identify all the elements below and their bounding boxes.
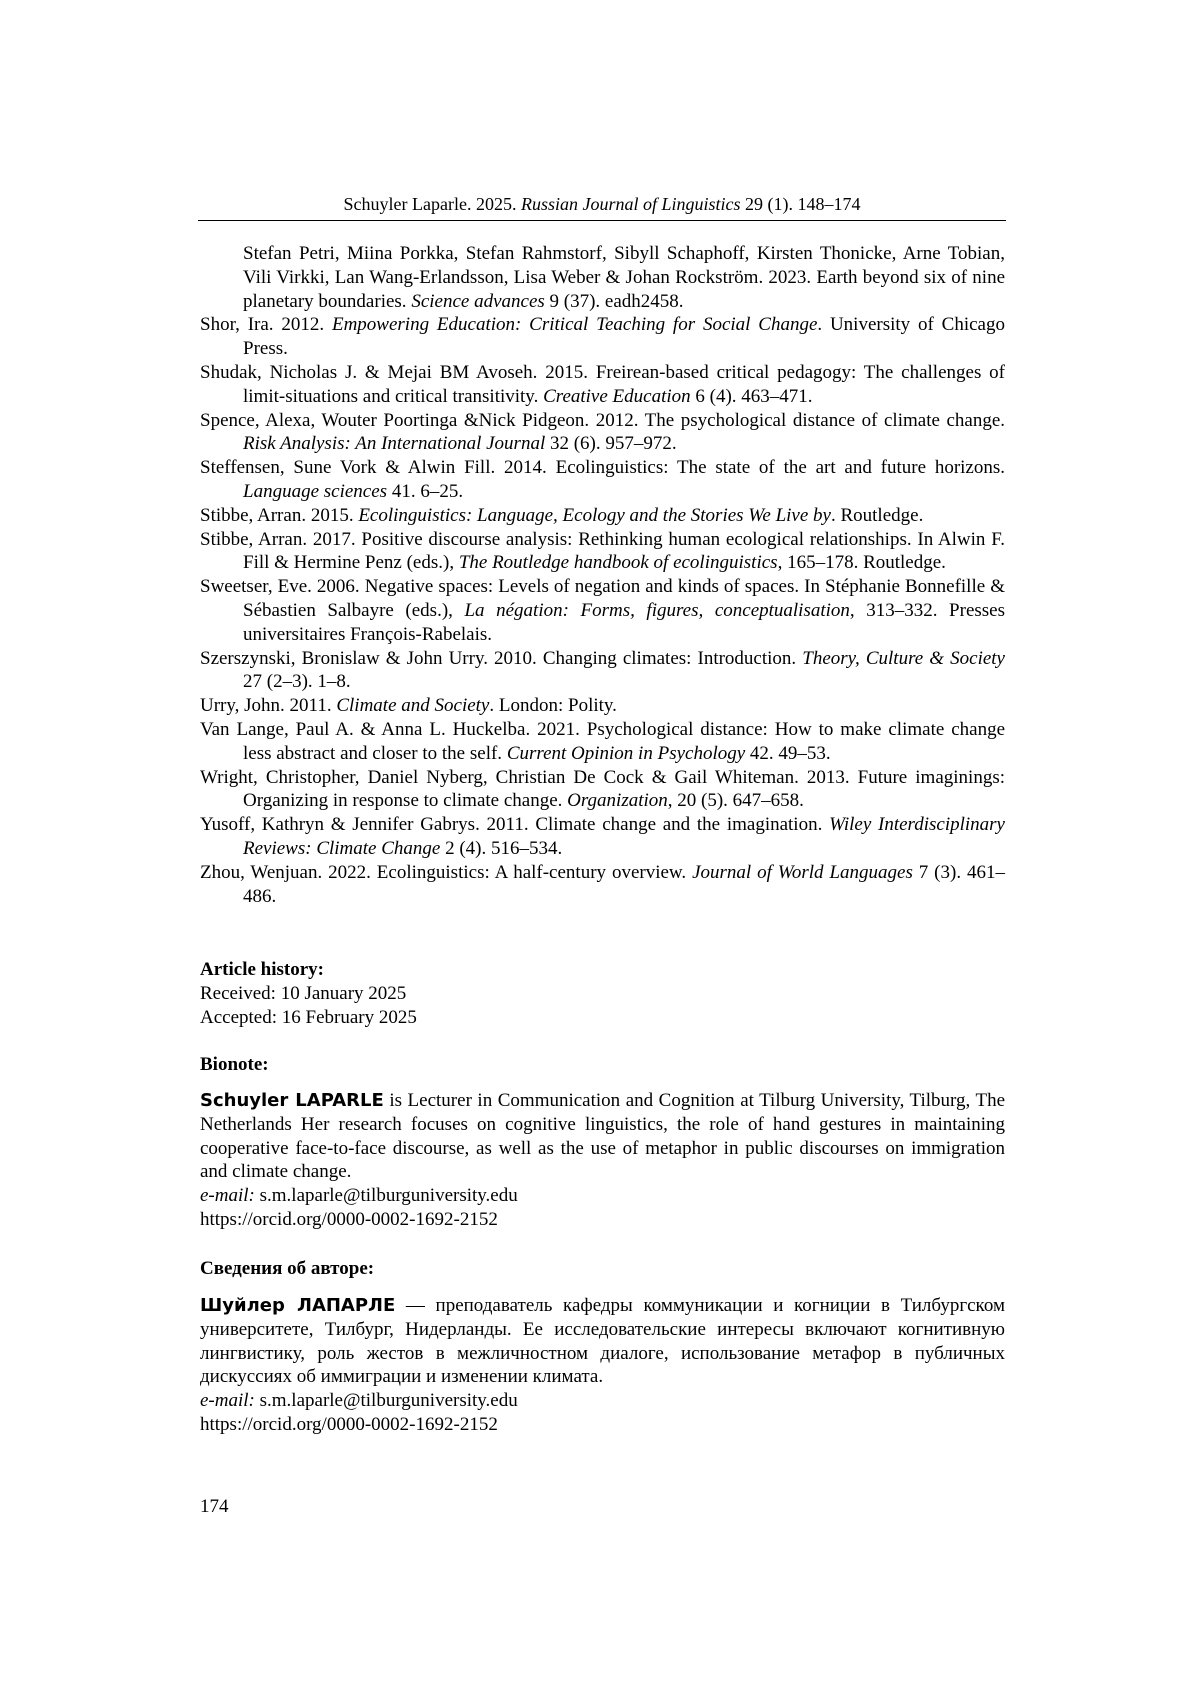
reference-list [200,242,1005,908]
reference-item: Spence, Alexa, Wouter Poortinga &Nick Pidgeon. 2012. The psychological distance of climate change. Risk Analysis: An International Journal 32 (6). 957–972. [200,409,1005,455]
history-heading: Article history: [200,959,324,980]
article-history [200,958,1005,1029]
page-number: 174 [200,1496,229,1517]
history-received: Received: 10 January 2025 [200,982,407,1004]
bionote [200,1089,1005,1232]
reference-item: Van Lange, Paul A. & Anna L. Huckelba. 2021. Psychological distance: How to make climate change less abstract and closer to the self. Current Opinion in Psychology 42. 49–53. [200,718,1005,764]
reference-item: Szerszynski, Bronislaw & John Urry. 2010. Changing climates: Introduction. Theory, Culture & Society 27 (2–3). 1–8. [200,647,1005,693]
author-orcid[interactable]: https://orcid.org/0000-0002-1692-2152 [200,1208,498,1230]
reference-item: Sweetser, Eve. 2006. Negative spaces: Levels of negation and kinds of spaces. In Stéphanie Bonnefille & Sébastien Salbayre (eds.), La négation: Forms, figures, conceptualisation, 313–332. Presses universitaires François-Rabelais. [200,576,1005,645]
header-journal: Russian Journal of Linguistics [520,194,741,214]
author-email: e-mail: s.m.laparle@tilburguniversity.edu [200,1185,518,1207]
reference-item: Wright, Christopher, Daniel Nyberg, Christian De Cock & Gail Whiteman. 2013. Future imaginings: Organizing in response to climate change. Organization, 20 (5). 647–658. [200,766,1005,812]
author-name: Schuyler LAPARLE [200,1090,384,1111]
reference-item: Shudak, Nicholas J. & Mejai BM Avoseh. 2015. Freirean-based critical pedagogy: The challenges of limit-situations and critical transitivity. Creative Education 6 (4). 463–471. [200,361,1005,407]
header-prefix: Schuyler Laparle. 2025. [343,194,521,214]
reference-item: Shor, Ira. 2012. Empowering Education: Critical Teaching for Social Change. University of Chicago Press. [200,314,1005,360]
running-header [198,193,1006,215]
author-email-ru: e-mail: s.m.laparle@tilburguniversity.edu [200,1390,518,1412]
header-rule [198,220,1006,221]
bionote-text: Schuyler LAPARLE is Lecturer in Communication and Cognition at Tilburg University, Tilburg, The Netherlands Her research focuses on cognitive linguistics, the role of hand gestures in maintaining cooperative face-to-face discourse, as well as the use of metaphor in public discourses on immigration and climate change. [200,1090,1006,1183]
header-suffix: 29 (1). 148–174 [740,194,861,214]
reference-item: Stefan Petri, Miina Porkka, Stefan Rahmstorf, Sibyll Schaphoff, Kirsten Thonicke, Arne Tobian, Vili Virkki, Lan Wang-Erlandsson, Lisa Weber & Johan Rockström. 2023. Earth beyond six of nine planetary boundaries. Science advances 9 (37). eadh2458. [243,243,1005,312]
reference-item: Stibbe, Arran. 2015. Ecolinguistics: Language, Ecology and the Stories We Live by. Routledge. [200,504,924,526]
author-orcid-ru[interactable]: https://orcid.org/0000-0002-1692-2152 [200,1413,498,1435]
reference-item: Zhou, Wenjuan. 2022. Ecolinguistics: A half-century overview. Journal of World Languages 7 (3). 461–486. [200,861,1005,907]
reference-item: Yusoff, Kathryn & Jennifer Gabrys. 2011. Climate change and the imagination. Wiley Interdisciplinary Reviews: Climate Change 2 (4). 516–534. [200,814,1005,859]
reference-item: Stibbe, Arran. 2017. Positive discourse analysis: Rethinking human ecological relationships. In Alwin F. Fill & Hermine Penz (eds.), The Routledge handbook of ecolinguistics, 165–178. Routledge. [200,528,1005,574]
bionote-ru-heading: Сведения об авторе: [200,1258,375,1279]
reference-item: Steffensen, Sune Vork & Alwin Fill. 2014. Ecolinguistics: The state of the art and future horizons. Language sciences 41. 6–25. [200,457,1005,502]
bionote-heading: Bionote: [200,1054,269,1075]
author-name-ru: Шуйлер ЛАПАРЛЕ [200,1295,396,1316]
reference-item: Urry, John. 2011. Climate and Society. London: Polity. [200,695,617,717]
bionote-ru [200,1294,1005,1437]
history-accepted: Accepted: 16 February 2025 [200,1006,417,1028]
bionote-ru-text: Шуйлер ЛАПАРЛЕ — преподаватель кафедры коммуникации и когниции в Тилбургском университете, Тилбург, Нидерланды. Ее исследовательские интересы включают когнитивную лингвистику, роль жестов в межличностном диалоге, использование метафор в публичных дискуссиях об иммиграции и изменении климата. [200,1295,1005,1388]
